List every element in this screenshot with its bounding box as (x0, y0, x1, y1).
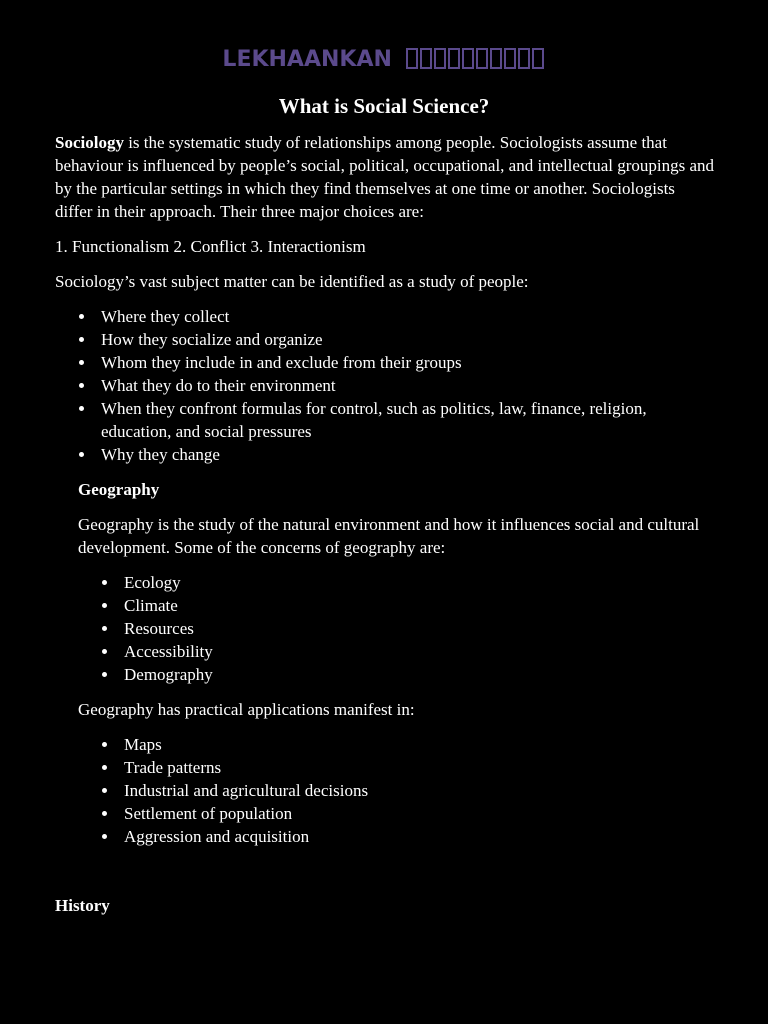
list-item: Whom they include in and exclude from their groups (101, 351, 715, 374)
sociology-intro-paragraph (55, 131, 715, 223)
list-item: What they do to their environment (101, 374, 715, 397)
list-item: When they confront formulas for control, such as politics, law, finance, religion, education, and social pressures (101, 397, 715, 443)
geography-intro: Geography is the study of the natural environment and how it influences social and cultural development. Some of the concerns of geography are: (78, 515, 700, 557)
brand-missing-glyphs (406, 47, 546, 79)
sociology-list (55, 305, 715, 466)
list-item: Accessibility (124, 640, 715, 663)
sociology-intro-text: is the systematic study of relationships among people. Sociologists assume that behaviour is influenced by people’s social, political, occupational, and intellectual groupings and by the particular settings in which they find themselves at one time or another. Sociologists differ in their approach. Their three major choices are: (55, 133, 715, 221)
list-item: Settlement of population (124, 802, 715, 825)
sociology-subject-intro: Sociology’s vast subject matter can be identified as a study of people: (55, 272, 529, 291)
list-item: Industrial and agricultural decisions (124, 779, 715, 802)
list-item: Climate (124, 594, 715, 617)
list-item: Maps (124, 733, 715, 756)
geography-applications-list (78, 733, 715, 848)
list-item: Where they collect (101, 305, 715, 328)
geography-concerns-list (78, 571, 715, 686)
list-item: Resources (124, 617, 715, 640)
document-body (55, 131, 715, 929)
list-item: Ecology (124, 571, 715, 594)
geography-applications-intro: Geography has practical applications manifest in: (78, 700, 415, 719)
sociology-term: Sociology (55, 133, 124, 152)
geography-section (78, 478, 715, 848)
list-item: Demography (124, 663, 715, 686)
list-item: Aggression and acquisition (124, 825, 715, 848)
list-item: Trade patterns (124, 756, 715, 779)
page-title: What is Social Science? (278, 94, 490, 118)
sociology-choices: 1. Functionalism 2. Conflict 3. Interactionism (55, 237, 366, 256)
list-item: Why they change (101, 443, 715, 466)
brand-header (0, 44, 768, 79)
section-spacer (55, 860, 715, 894)
geography-heading: Geography (78, 480, 160, 499)
list-item: How they socialize and organize (101, 328, 715, 351)
brand-name: LEKHAANKAN (222, 47, 392, 72)
history-heading: History (55, 896, 110, 915)
